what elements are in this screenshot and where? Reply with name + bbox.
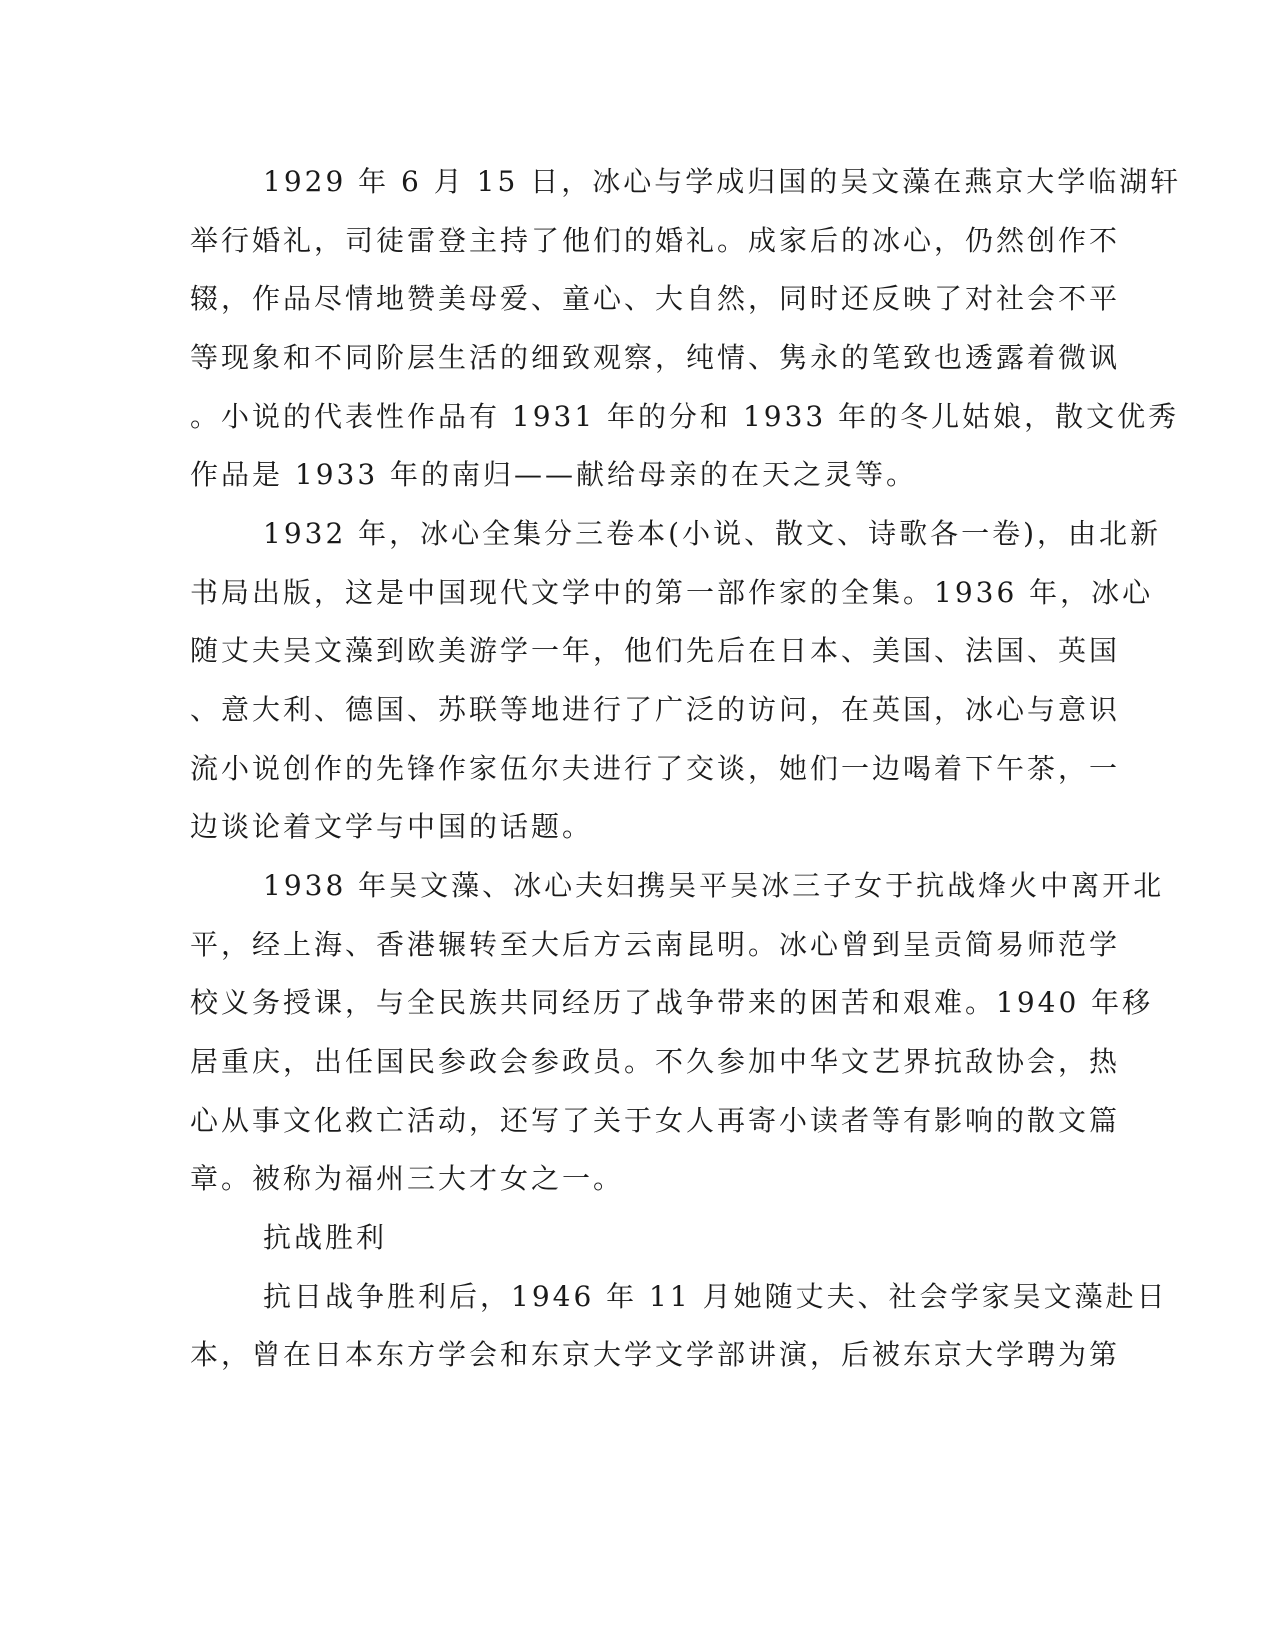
text-line: 。小说的代表性作品有 1931 年的分和 1933 年的冬儿姑娘，散文优秀	[190, 400, 1180, 433]
text-line: 心从事文化救亡活动，还写了关于女人再寄小读者等有影响的散文篇	[190, 1104, 1121, 1137]
text-line: 校义务授课，与全民族共同经历了战争带来的困苦和艰难。1940 年移	[190, 986, 1154, 1019]
text-line: 居重庆，出任国民参政会参政员。不久参加中华文艺界抗敌协会，热	[190, 1045, 1121, 1078]
text-line: 辍，作品尽情地赞美母爱、童心、大自然，同时还反映了对社会不平	[190, 282, 1121, 315]
text-line: 书局出版，这是中国现代文学中的第一部作家的全集。1936 年，冰心	[190, 576, 1154, 609]
text-line: 抗日战争胜利后，1946 年 11 月她随丈夫、社会学家吴文藻赴日	[263, 1280, 1168, 1313]
text-line: 1929 年 6 月 15 日，冰心与学成归国的吴文藻在燕京大学临湖轩	[263, 165, 1182, 198]
text-line: 平，经上海、香港辗转至大后方云南昆明。冰心曾到呈贡简易师范学	[190, 928, 1121, 961]
text-line: 随丈夫吴文藻到欧美游学一年，他们先后在日本、美国、法国、英国	[190, 634, 1121, 667]
text-line: 边谈论着文学与中国的话题。	[190, 810, 594, 843]
text-line: 流小说创作的先锋作家伍尔夫进行了交谈，她们一边喝着下午茶，一	[190, 752, 1121, 785]
text-line: 章。被称为福州三大才女之一。	[190, 1162, 625, 1195]
text-line: 作品是 1933 年的南归——献给母亲的在天之灵等。	[190, 458, 918, 491]
text-line: 本，曾在日本东方学会和东京大学文学部讲演，后被东京大学聘为第	[190, 1338, 1121, 1371]
section-heading: 抗战胜利	[263, 1221, 388, 1254]
text-line: 、意大利、德国、苏联等地进行了广泛的访问，在英国，冰心与意识	[190, 693, 1121, 726]
text-line: 等现象和不同阶层生活的细致观察，纯情、隽永的笔致也透露着微讽	[190, 341, 1121, 374]
text-line: 举行婚礼，司徒雷登主持了他们的婚礼。成家后的冰心，仍然创作不	[190, 224, 1121, 257]
text-line: 1932 年，冰心全集分三卷本(小说、散文、诗歌各一卷)，由北新	[263, 517, 1162, 550]
text-line: 1938 年吴文藻、冰心夫妇携吴平吴冰三子女于抗战烽火中离开北	[263, 869, 1165, 902]
